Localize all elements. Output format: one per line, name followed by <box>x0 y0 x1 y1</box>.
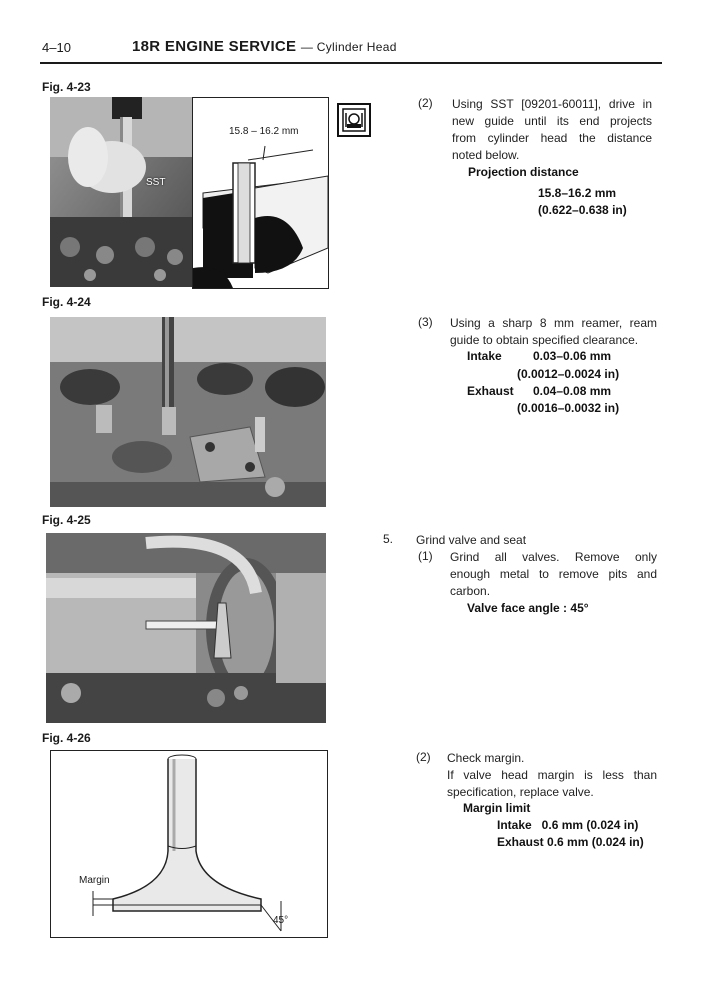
sst-tool-icon <box>337 103 371 137</box>
fig-4-25-photo <box>46 533 326 723</box>
exhaust-clearance-in: (0.0016–0.0032 in) <box>517 401 620 415</box>
header-rule <box>40 62 662 64</box>
page-title <box>132 38 397 55</box>
step-2-line: Using SST [09201-60011], drive in <box>452 97 652 111</box>
step-5-1-line: enough metal to remove pits and <box>450 567 657 581</box>
angle-callout: 45° <box>273 915 289 926</box>
step-2-text <box>452 96 652 164</box>
step-5-2-text <box>447 750 657 801</box>
fig-4-24-label: Fig. 4-24 <box>42 295 91 309</box>
step-2-line: noted below. <box>452 148 520 162</box>
fig-4-25-label: Fig. 4-25 <box>42 513 91 527</box>
valve-face-angle: Valve face angle : 45° <box>467 601 589 615</box>
step-5-2-number: (2) <box>416 750 431 764</box>
step-5-1-number: (1) <box>418 549 433 563</box>
intake-clearance-in: (0.0012–0.0024 in) <box>517 367 620 381</box>
fig-4-26-diagram <box>50 750 328 938</box>
step-3-number: (3) <box>418 315 433 329</box>
step-5-number: 5. <box>383 532 394 546</box>
step-3-line: guide to obtain specified clearance. <box>450 333 639 347</box>
margin-intake: Intake 0.6 mm (0.024 in) <box>497 818 639 832</box>
page-title-main: 18R ENGINE SERVICE <box>132 38 297 55</box>
step-2-line: from cylinder head the distance <box>452 131 652 145</box>
step-3-text <box>450 315 657 349</box>
page-number: 4–10 <box>42 40 71 55</box>
step-2-number: (2) <box>418 96 433 110</box>
margin-limit-title: Margin limit <box>463 801 531 815</box>
intake-clearance-mm: 0.03–0.06 mm <box>533 349 612 363</box>
step-5-1-line: carbon. <box>450 584 491 598</box>
margin-exhaust: Exhaust 0.6 mm (0.024 in) <box>497 835 644 849</box>
step-5-title: Grind valve and seat <box>416 533 527 547</box>
intake-label: Intake <box>467 349 502 363</box>
step-5-2-line: specification, replace valve. <box>447 785 594 799</box>
step-3-line: Using a sharp 8 mm reamer, ream <box>450 316 657 330</box>
step-5-2-line: If valve head margin is less than <box>447 768 657 782</box>
margin-callout: Margin <box>79 875 110 886</box>
step-2-line: new guide until its end projects <box>452 114 652 128</box>
projection-dimension: 15.8 – 16.2 mm <box>229 126 299 137</box>
projection-value-in: (0.622–0.638 in) <box>538 203 627 217</box>
sst-callout: SST <box>146 177 166 188</box>
fig-4-23-diagram <box>192 97 329 289</box>
fig-4-24-photo <box>50 317 326 507</box>
page-title-sub: — Cylinder Head <box>300 40 397 54</box>
projection-value-mm: 15.8–16.2 mm <box>538 186 617 200</box>
step-5-1-line: Grind all valves. Remove only <box>450 550 657 564</box>
exhaust-clearance-mm: 0.04–0.08 mm <box>533 384 612 398</box>
step-5-2-line: Check margin. <box>447 751 525 765</box>
fig-4-23-photo <box>50 97 192 287</box>
exhaust-label: Exhaust <box>467 384 514 398</box>
fig-4-23-label: Fig. 4-23 <box>42 80 91 94</box>
projection-title: Projection distance <box>468 165 579 179</box>
fig-4-26-label: Fig. 4-26 <box>42 731 91 745</box>
step-5-1-text <box>450 549 657 600</box>
